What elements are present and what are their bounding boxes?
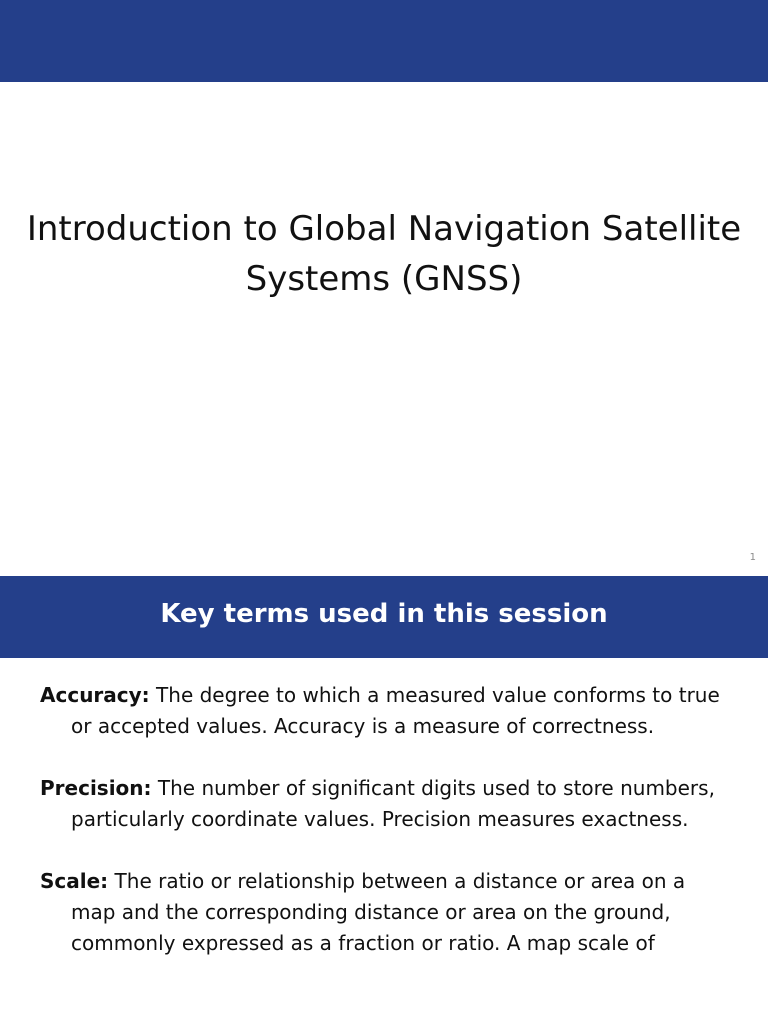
term-label: Accuracy: [40,683,150,707]
key-terms-slide [0,576,768,1024]
term-definition: The degree to which a measured value conforms to true or accepted values. Accuracy is a measure of correctness. [71,683,720,738]
section-header-banner [0,576,768,658]
slide-title-line-2: Systems (GNSS) [245,259,523,299]
term-label: Precision: [40,776,152,800]
terms-list [40,680,720,990]
section-heading: Key terms used in this session [160,599,608,629]
term-definition: The number of significant digits used to store numbers, particularly coordinate values. Precision measures exactness. [71,776,715,831]
slide-title-line-1: Introduction to Global Navigation Satellite [26,209,742,249]
page-number: 1 [749,552,756,563]
term-definition: The ratio or relationship between a distance or area on a map and the corresponding distance or area on the ground, commonly expressed as a fraction or ratio. A map scale of [71,869,686,955]
slide-title [0,204,768,304]
top-banner [0,0,768,82]
term-precision [40,773,720,835]
term-label: Scale: [40,869,109,893]
term-scale [40,866,720,959]
term-accuracy [40,680,720,742]
